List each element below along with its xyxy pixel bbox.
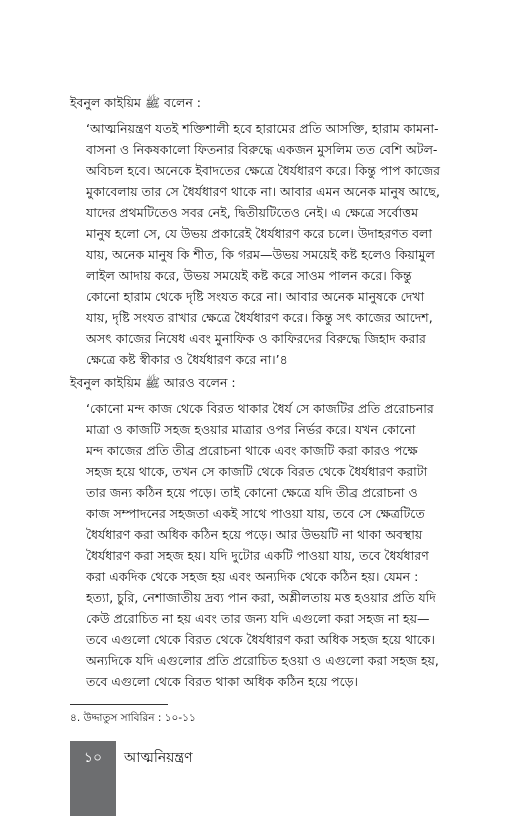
quote-line: তার জন্য কঠিন হয়ে পড়ে। তাই কোনো ক্ষেত্রে যদি তীব্র প্ররোচনা ও	[86, 485, 418, 500]
quote-line: ক্ষেত্রে কষ্ট স্বীকার ও ধৈর্যধারণ করে না।’৪	[86, 352, 288, 367]
running-title: আত্মনিয়ন্ত্রণ	[124, 750, 193, 766]
quote-line: বাসনা ও নিকষকালো ফিতনার বিরুদ্ধে একজন মুসলিম তত বেশি অটল-	[86, 142, 438, 157]
quote-line: ‘কোনো মন্দ কাজ থেকে বিরত থাকার ধৈর্য সে কাজটির প্রতি প্ররোচনার	[86, 401, 434, 416]
footnote: ৪. উদ্দাতুস সাবিরিন : ১০-১১	[70, 712, 196, 724]
quote-line: কাজ সম্পাদনের সহজতা একই সাথে পাওয়া যায়, তবে সে ক্ষেত্রটিতে	[86, 506, 425, 521]
section2-intro: ইবনুল কাইয়িম ﷺ আরও বলেন :	[70, 375, 236, 390]
quote-line: ধৈর্যধারণ করা সহজ হয়। যদি দুটোর একটি পাওয়া যায়, তবে ধৈর্যধারণ	[86, 548, 429, 563]
quote-line: যায়, দৃষ্টি সংযত রাখার ক্ষেত্রে ধৈর্যধারণ করে। কিন্তু সৎ কাজের আদেশ,	[86, 310, 433, 325]
quote-line: অন্যদিকে যদি এগুলোর প্রতি প্ররোচিত হওয়া ও এগুলো করা সহজ হয়,	[86, 653, 439, 668]
quote-line: ‘আত্মনিয়ন্ত্রণ যতই শক্তিশালী হবে হারামের প্রতি আসক্তি, হারাম কামনা-	[86, 121, 439, 136]
quote-line: তবে এগুলো থেকে বিরত থেকে ধৈর্যধারণ করা অধিক সহজ হয়ে থাকে।	[86, 632, 435, 647]
quote-line: ধৈর্যধারণ করা অধিক কঠিন হয়ে পড়ে। আর উভয়টি না থাকা অবস্থায়	[86, 527, 423, 542]
quote-line: লাইল আদায় করে, উভয় সময়েই কষ্ট করে সাওম পালন করে। কিন্তু	[86, 268, 412, 283]
footnote-divider	[70, 704, 168, 705]
quote-line: তবে এগুলো থেকে বিরত থাকা অধিক কঠিন হয়ে পড়ে।	[86, 674, 358, 689]
quote-line: করা একদিক থেকে সহজ হয় এবং অন্যদিক থেকে কঠিন হয়। যেমন :	[86, 569, 419, 584]
section1-quote	[86, 118, 456, 370]
quote-line: কোনো হারাম থেকে দৃষ্টি সংযত করে না। আবার অনেক মানুষকে দেখা	[86, 289, 425, 304]
quote-line: যাদের প্রথমটিতেও সবর নেই, দ্বিতীয়টিতেও নেই। এ ক্ষেত্রে সর্বোত্তম	[86, 205, 419, 220]
quote-line: মন্দ কাজের প্রতি তীব্র প্ররোচনা থাকে এবং কাজটি করা কারও পক্ষে	[86, 443, 418, 458]
quote-line: হত্যা, চুরি, নেশাজাতীয় দ্রব্য পান করা, অশ্লীলতায় মত্ত হওয়ার প্রতি যদি	[86, 590, 436, 605]
quote-line: অসৎ কাজের নিষেধ এবং মুনাফিক ও কাফিরদের বিরুদ্ধে জিহাদ করার	[86, 331, 426, 346]
page-number-tab	[70, 741, 116, 816]
quote-line: সহজ হয়ে থাকে, তখন সে কাজটি থেকে বিরত থেকে ধৈর্যধারণ করাটা	[86, 464, 428, 479]
quote-line: মুকাবেলায় তার সে ধৈর্যধারণ থাকে না। আবার এমন অনেক মানুষ আছে,	[86, 184, 440, 199]
page-number: ১০	[83, 750, 103, 766]
quote-line: মাত্রা ও কাজটি সহজ হওয়ার মাত্রার ওপর নির্ভর করে। যখন কোনো	[86, 422, 416, 437]
section2-quote	[86, 398, 456, 692]
section1-intro: ইবনুল কাইয়িম ﷺ বলেন :	[70, 95, 201, 110]
quote-line: অবিচল হবে। অনেকে ইবাদতের ক্ষেত্রে ধৈর্যধারণ করে। কিন্তু পাপ কাজের	[86, 163, 441, 178]
quote-line: কেউ প্ররোচিত না হয় এবং তার জন্য যদি এগুলো করা সহজ না হয়—	[86, 611, 430, 626]
quote-line: যায়, অনেক মানুষ কি শীত, কি গরম—উভয় সময়েই কষ্ট হলেও কিয়ামুল	[86, 247, 435, 262]
quote-line: মানুষ হলো সে, যে উভয় প্রকারেই ধৈর্যধারণ করে চলে। উদাহরণত বলা	[86, 226, 432, 241]
